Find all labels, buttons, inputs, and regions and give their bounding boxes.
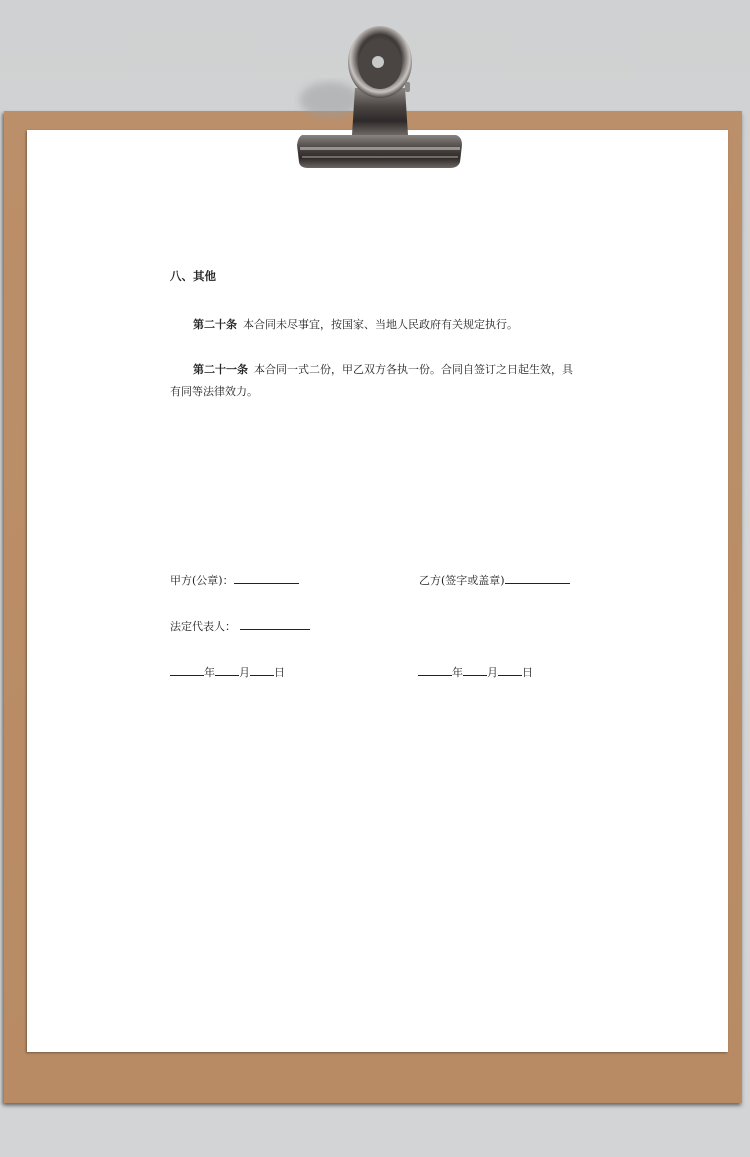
day-blank[interactable] [250, 665, 274, 676]
day-label: 日 [522, 666, 533, 679]
day-label: 日 [274, 666, 285, 679]
party-a-date [170, 664, 285, 680]
day-blank[interactable] [498, 665, 522, 676]
party-b-date [418, 664, 533, 680]
year-blank[interactable] [418, 665, 452, 676]
month-label: 月 [239, 666, 250, 679]
party-a-seal [170, 572, 299, 588]
party-a-signature-line[interactable] [234, 573, 299, 584]
month-blank[interactable] [215, 665, 239, 676]
month-blank[interactable] [463, 665, 487, 676]
year-label: 年 [452, 666, 463, 679]
article-21 [170, 359, 582, 403]
section-heading: 八、其他 [170, 269, 216, 283]
article-label: 第二十条 [193, 318, 237, 331]
party-b-seal [419, 572, 570, 588]
article-text: 本合同一式二份，甲乙双方各执一份。合同自签订之日起生效，具有同等法律效力。 [170, 363, 573, 398]
party-a-label: 甲方(公章)： [170, 574, 234, 587]
legal-rep-label: 法定代表人： [170, 620, 236, 633]
article-20 [170, 314, 605, 336]
article-text: 本合同未尽事宜，按国家、当地人民政府有关规定执行。 [243, 318, 518, 331]
binder-clip-icon [0, 0, 750, 180]
year-label: 年 [204, 666, 215, 679]
month-label: 月 [487, 666, 498, 679]
article-label: 第二十一条 [193, 363, 248, 376]
document-page [27, 130, 728, 1052]
year-blank[interactable] [170, 665, 204, 676]
party-b-label: 乙方(签字或盖章) [419, 574, 505, 587]
legal-rep-signature-line[interactable] [240, 619, 310, 630]
party-b-signature-line[interactable] [505, 573, 570, 584]
legal-representative [170, 618, 310, 634]
